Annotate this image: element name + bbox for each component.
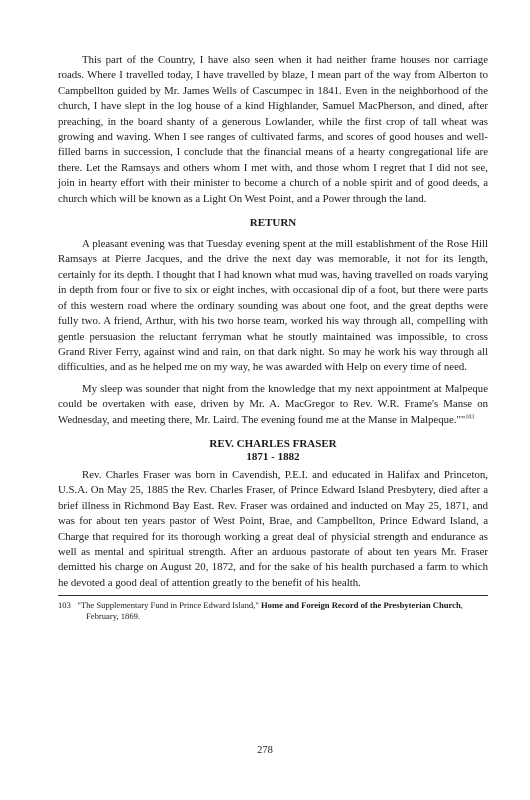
footnote-number: 103 xyxy=(58,600,71,611)
section-heading-fraser xyxy=(58,437,488,464)
footnote-reference[interactable]: 103 xyxy=(465,413,475,420)
footnote xyxy=(58,600,488,622)
heading-years: 1871 - 1882 xyxy=(246,450,300,463)
footnote-quote: "The Supplementary Fund in Prince Edward Island," xyxy=(77,600,259,611)
body-paragraph: Rev. Charles Fraser was born in Cavendish, P.E.I. and educated in Halifax and Princeton, U.S.A. On May 25, 1885 the Rev. Charles Fraser, of Prince Edward Island Presbytery, died after a brief illness in Richmond Bay East. Rev. Fraser was ordained and inducted on May 25, 1871, and was for about ten years pastor of West Point, Brae, and Campbellton, Prince Edward Island, a Charge that required for its thorough working a great deal of physicial strength and endurance as well as mental and spiritual strength. After an arduous pastorate of about ten years Mr. Fraser demitted his charge on August 20, 1872, and for the sake of his health purchased a farm to which he devoted a good deal of attention greatly to the benefit of his health. xyxy=(58,468,488,589)
page-number: 278 xyxy=(257,745,273,756)
heading-name: REV. CHARLES FRASER xyxy=(209,437,337,450)
paragraph-text: My sleep was sounder that night from the knowledge that my next appointment at Malpeque could be overtaken with ease, driven by Mr. A. MacGregor to Rev. W.R. Frame's Manse on Wednesday, and meeting there, Mr. Laird. The evening found me at the Manse in Malpeque."" xyxy=(58,382,488,426)
section-heading-return: RETURN xyxy=(249,217,297,230)
body-paragraph: A pleasant evening was that Tuesday evening spent at the mill establishment of the Rose Hill Ramsays at Pierre Jacques, and the drive the next day was memorable, it not for its length, certainly for its depth. I thought that I had known what mud was, having travelled on roads varying in depth from four or five to six or eight inches, with occasional dip of a foot, but there were parts of this western road where the ordinary sounding was about one foot, and the great depths were fully two. A friend, Arthur, with his two horse team, worked his way through all, compelling with gentle persuasion the reluctant ferryman what he stoutly maintained was impossible, to cross Grand River Ferry, against wind and rain, on that dark night. So may he work his way through all difficulties, and as he helped me on my way, he was awarded with Help on every time of need. xyxy=(58,238,488,374)
footnote-source: Home and Foreign Record of the Presbyterian Church xyxy=(260,600,461,611)
body-paragraph: This part of the Country, I have also seen when it had neither frame houses nor carriage roads. Where I travelled today, I have travelled by blaze, I mean part of the way from Alberton to Campbellton guided by Mr. James Wells of Cascumpec in 1841. Even in the neighborhood of the church, I have slept in the log house of a kind Highlander, Samuel MacPherson, and dined, after preaching, in the board shanty of a generous Lowlander, while the first crop of tall wheat was growing and waving. When I see ranges of cultivated farms, and scores of good houses and well-filled barns in succession, I conclude that the financial means of a hearty congregational life are there. Let the Ramsays and others whom I met with, and those whom I regret that I did not see, join in hearty effort with their minister to become a church of a noble spirit and of good deeds, a church which will be known as a Light On West Point, and a Power through the land. xyxy=(58,54,488,205)
body-paragraph xyxy=(58,382,488,428)
footnote-divider xyxy=(58,595,488,596)
footnote-date: , February, 1869. xyxy=(86,600,463,622)
